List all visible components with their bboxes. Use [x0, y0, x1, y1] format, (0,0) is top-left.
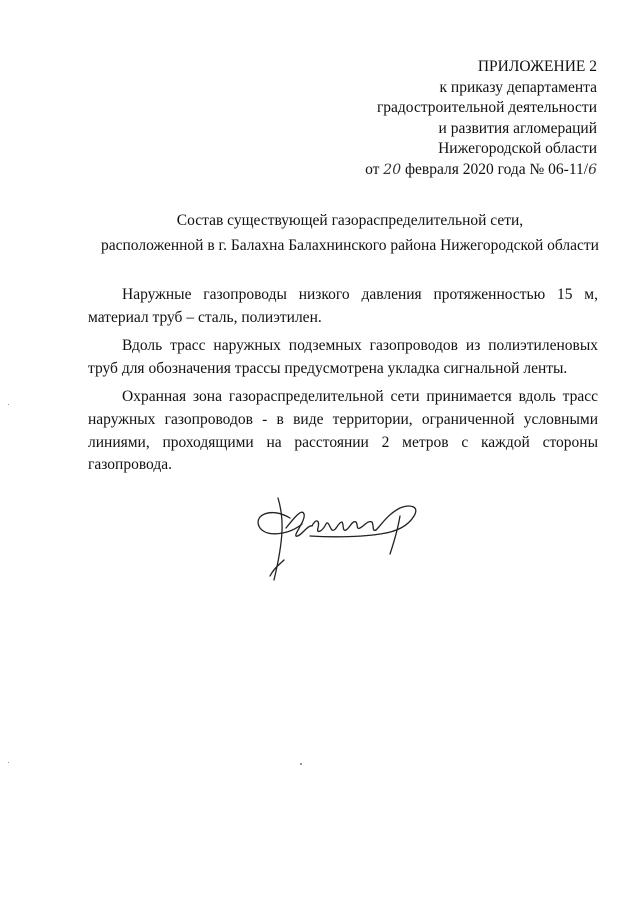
order-reference-line: к приказу департамента [439, 78, 597, 96]
department-line-1: градостроительной деятельности [376, 99, 597, 116]
document-title [60, 208, 640, 258]
paragraph-pipelines: Наружные газопроводы низкого давления протяженностью 15 м, материал труб – сталь, полиэтилен. [88, 286, 598, 326]
date-prefix: от [365, 160, 380, 178]
paragraph-protection-zone: Охранная зона газораспределительной сети принимается вдоль трасс наружных газопроводов - в виде территории, ограниченной условными линиями, проходящими на расстоянии 2 метров с каждой стороны газопровода. [88, 388, 598, 474]
document-body [88, 284, 598, 483]
title-line-2: расположенной в г. Балахна Балахнинского района Нижегородской области [101, 237, 599, 254]
scan-speck [8, 762, 9, 763]
order-date-line [365, 160, 597, 181]
region-line: Нижегородской области [438, 140, 597, 157]
appendix-title: ПРИЛОЖЕНИЕ 2 [477, 58, 597, 75]
scan-speck [8, 404, 9, 405]
scan-speck [300, 763, 302, 765]
department-line-2: и развития агломераций [438, 119, 597, 137]
order-number-handwritten: 6 [588, 161, 597, 178]
date-day-handwritten: 20 [383, 161, 402, 178]
title-line-1: Состав существующей газораспределительной сети, [176, 212, 524, 229]
paragraph-signal-tape: Вдоль трасс наружных подземных газопроводов из полиэтиленовых труб для обозначения трассы предусмотрена укладка сигнальной ленты. [88, 337, 598, 377]
appendix-header [365, 57, 597, 180]
handwritten-signature [250, 488, 430, 584]
date-middle: февраля 2020 года № 06-11/ [404, 160, 589, 178]
